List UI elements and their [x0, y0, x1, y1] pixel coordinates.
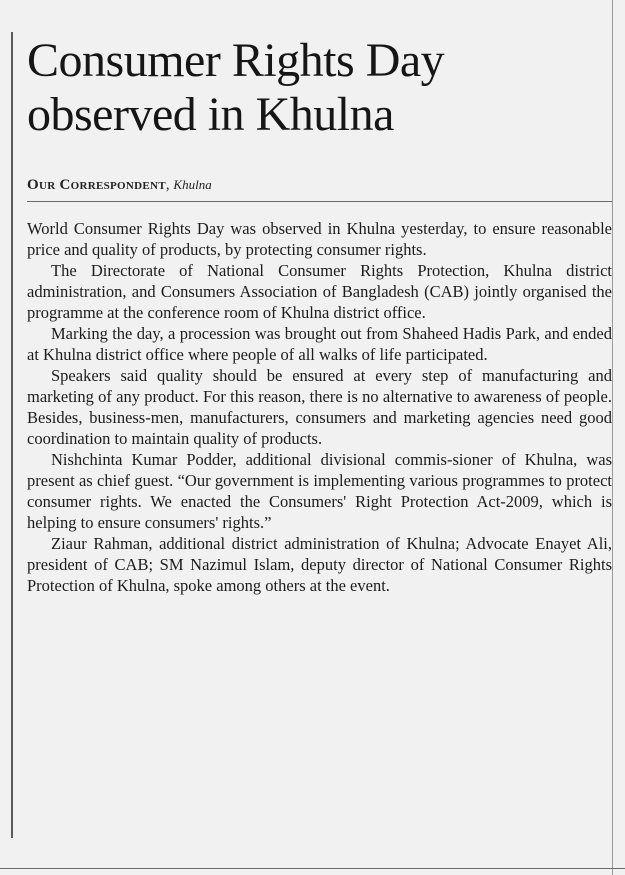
paragraph: The Directorate of National Consumer Rights Protection, Khulna district administration, and Consumers Association of Bangladesh (CAB) jointly organised the programme at the conference room of Khulna district office.	[27, 261, 612, 322]
paragraph: Marking the day, a procession was brought out from Shaheed Hadis Park, and ended at Khulna district office where people of all walks of life participated.	[27, 324, 612, 364]
bottom-rule	[0, 868, 625, 869]
left-column-rule	[11, 32, 13, 838]
byline-separator: ,	[165, 177, 170, 193]
paragraph: Nishchinta Kumar Podder, additional divisional commis-sioner of Khulna, was present as chief guest. “Our government is implementing various programmes to protect consumer rights. We enacted the Consumers' Right Protection Act-2009, which is helping to ensure consumers' rights.”	[27, 450, 612, 532]
right-column-rule	[612, 0, 613, 875]
byline-divider	[27, 201, 612, 202]
byline-place: Khulna	[173, 177, 212, 192]
article-body	[27, 218, 612, 596]
paragraph: Speakers said quality should be ensured at every step of manufacturing and marketing of any product. For this reason, there is no alternative to awareness of people. Besides, business-men, manufacturers, consumers and marketing agencies need good coordination to maintain quality of products.	[27, 366, 612, 448]
headline: Consumer Rights Day observed in Khulna	[27, 34, 445, 141]
paragraph: World Consumer Rights Day was observed in Khulna yesterday, to ensure reasonable price and quality of products, by protecting consumer rights.	[27, 219, 612, 259]
byline	[27, 175, 212, 195]
byline-correspondent: Our Correspondent	[27, 177, 166, 193]
paragraph: Ziaur Rahman, additional district administration of Khulna; Advocate Enayet Ali, president of CAB; SM Nazimul Islam, deputy director of National Consumer Rights Protection of Khulna, spoke among others at the event.	[27, 534, 612, 595]
